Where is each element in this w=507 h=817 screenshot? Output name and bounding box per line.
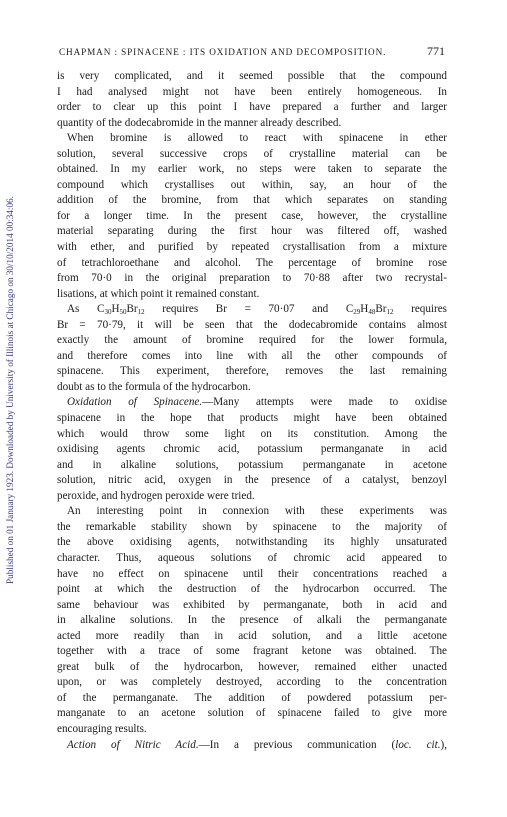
text-line: order to clear up this point I have prepared a further and larger [57,101,447,114]
formula-line: As $C_{30}H_{50}Br_{12}$ requires Br = 70·07 and $C_{29}H_{48}Br_{12}$ requires [67,303,447,317]
text-line: An interesting point in connexion with these experiments was [67,505,447,518]
text-line: material separating during the first hour was filtered off, washed [57,225,447,238]
text-line: in alkaline solutions. In the presence of alkali the permanganate [57,614,447,627]
text-line: solution, several successive crops of crystalline material can be [57,147,447,160]
text-line: is very complicated, and it seemed possible that the compound [57,70,447,82]
text-line: for a longer time. In the present case, however, the crystalline [57,209,447,222]
text-line: compound which crystallises out within, say, an hour of the [57,178,447,191]
page-number: 771 [427,44,445,58]
text-line: with ether, and purified by repeated crystallisation from a mixture [57,241,447,254]
text-line: spinacene in the hope that products might have been obtained [57,412,447,425]
section-heading-line: Action of Nitric Acid.—In a previous communication (loc. cit.), [67,738,447,751]
text-line: solution, nitric acid, oxygen in the presence of a catalyst, benzoyl [57,474,447,487]
text-line: and in alkaline solutions, potassium permanganate in acetone [57,458,447,471]
section-heading-oxidation: Oxidation of Spinacene. [67,396,203,409]
text-line: the remarkable stability shown by spinacene to the majority of [57,520,447,533]
text-line: exactly the amount of bromine required for the lower formula, [57,334,447,347]
running-title: CHAPMAN : SPINACENE : ITS OXIDATION AND DECOMPOSITION. [59,47,387,57]
text-line: When bromine is allowed to react with spinacene in ether [67,132,447,145]
running-header [59,44,445,60]
text-line: from 70·0 in the original preparation to 70·88 after two recrystal- [57,272,447,285]
download-watermark [0,30,18,750]
text-line: which would throw some light on its constitution. Among the [57,427,447,440]
text-line: quantity of the dodecabromide in the manner already described. [57,116,342,129]
body-text [57,69,447,753]
text-line: acted more readily than in acid solution, and a little acetone [57,629,447,642]
watermark-text: Published on 01 January 1923. Downloaded by University of Illinois at Chicago on 30/10/2014 00:34:06. [5,196,15,584]
text-line: peroxide, and hydrogen peroxide were tried. [57,489,255,502]
text-line: upon, or was completely destroyed, according to the concentration [57,676,447,689]
section-heading-line: Oxidation of Spinacene.—Many attempts were made to oxidise [67,396,447,409]
text-line: of tetrachloroethane and alcohol. The percentage of bromine rose [57,256,447,269]
text-line: Br = 70·79, it will be seen that the dodecabromide contains almost [57,318,447,331]
citation: loc. cit. [395,738,441,751]
text-line: addition of the bromine, from that which separates on standing [57,194,447,207]
text-line: obtained. In my earlier work, no steps were taken to separate the [57,163,447,176]
text-line: of the permanganate. The addition of powdered potassium per- [57,691,447,704]
text-line: I had analysed might not have been entirely homogeneous. In [57,85,447,98]
text-line: the above oxidising agents, notwithstanding its highly unsaturated [57,536,447,549]
text-line: doubt as to the formula of the hydrocarbon. [57,380,251,393]
text-line: great bulk of the hydrocarbon, however, remained either unacted [57,660,447,673]
text-line: and therefore comes into line with all the other compounds of [57,349,447,362]
text-line: point at which the destruction of the hydrocarbon occurred. The [57,583,447,596]
text-line: have no effect on spinacene until their concentrations reached a [57,567,447,580]
text-line: manganate to an acetone solution of spinacene failed to give more [57,707,447,720]
text-line: together with a trace of some fragrant ketone was obtained. The [57,645,447,658]
text-line: character. Thus, aqueous solutions of chromic acid appeared to [57,551,447,564]
text-line: lisations, at which point it remained constant. [57,287,260,300]
text-line: same behaviour was exhibited by permanganate, both in acid and [57,598,447,611]
text-line: encouraging results. [57,722,147,735]
text-line: spinacene. This experiment, therefore, removes the last remaining [57,365,447,378]
text-line: oxidising agents chromic acid, potassium permanganate in acid [57,443,447,456]
section-heading-nitric-acid: Action of Nitric Acid. [67,738,199,751]
